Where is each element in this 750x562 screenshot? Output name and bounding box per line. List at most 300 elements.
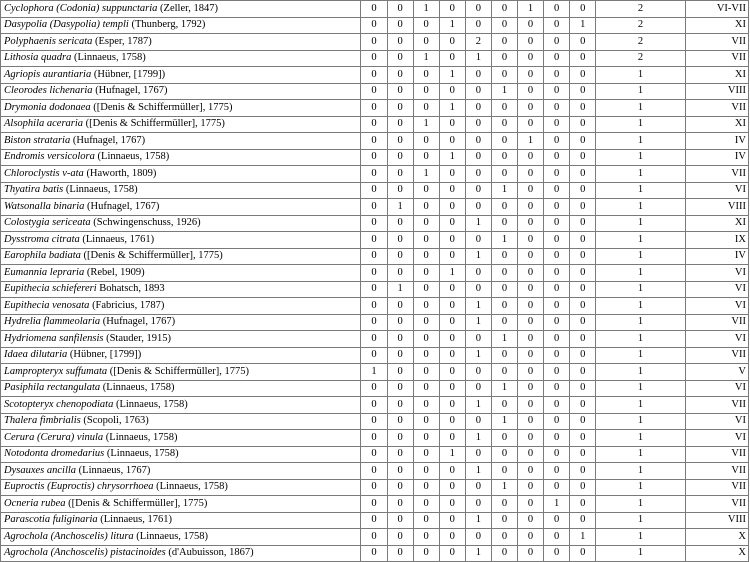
count-cell: 1 <box>544 496 570 513</box>
count-cell: 0 <box>361 545 387 562</box>
species-cell <box>1 1 361 18</box>
month-cell: VIII <box>685 199 748 216</box>
count-cell: 0 <box>361 116 387 133</box>
month-cell: VII <box>685 479 748 496</box>
table-row <box>1 133 749 150</box>
count-cell: 0 <box>387 232 413 249</box>
count-cell: 0 <box>544 1 570 18</box>
table-row <box>1 331 749 348</box>
count-cell: 0 <box>361 529 387 546</box>
species-cell <box>1 281 361 298</box>
species-author: ([Denis & Schiffermüller], 1775) <box>85 118 225 130</box>
total-cell: 1 <box>596 182 685 199</box>
total-cell: 1 <box>596 100 685 117</box>
month-cell: VI <box>685 331 748 348</box>
species-cell <box>1 364 361 381</box>
count-cell: 0 <box>491 545 517 562</box>
count-cell: 0 <box>570 1 596 18</box>
count-cell: 0 <box>413 83 439 100</box>
month-cell: VII <box>685 166 748 183</box>
count-cell: 1 <box>439 67 465 84</box>
count-cell: 0 <box>491 446 517 463</box>
count-cell: 1 <box>465 314 491 331</box>
count-cell: 0 <box>518 199 544 216</box>
count-cell: 0 <box>413 463 439 480</box>
count-cell: 0 <box>439 347 465 364</box>
count-cell: 0 <box>544 133 570 150</box>
species-cell <box>1 17 361 34</box>
count-cell: 0 <box>361 430 387 447</box>
count-cell: 0 <box>518 265 544 282</box>
count-cell: 0 <box>570 116 596 133</box>
month-cell: VII <box>685 463 748 480</box>
count-cell: 0 <box>570 463 596 480</box>
count-cell: 0 <box>465 364 491 381</box>
month-cell: V <box>685 364 748 381</box>
count-cell: 0 <box>413 248 439 265</box>
count-cell: 0 <box>413 364 439 381</box>
count-cell: 0 <box>439 314 465 331</box>
species-genus: Lithosia quadra <box>4 52 72 64</box>
count-cell: 0 <box>491 529 517 546</box>
total-cell: 1 <box>596 545 685 562</box>
total-cell: 1 <box>596 67 685 84</box>
count-cell: 0 <box>491 496 517 513</box>
count-cell: 0 <box>518 347 544 364</box>
count-cell: 0 <box>413 182 439 199</box>
count-cell: 0 <box>570 446 596 463</box>
species-author: Bohatsch, 1893 <box>99 283 165 295</box>
count-cell: 1 <box>465 463 491 480</box>
count-cell: 0 <box>413 479 439 496</box>
count-cell: 0 <box>361 265 387 282</box>
count-cell: 0 <box>361 446 387 463</box>
count-cell: 1 <box>413 116 439 133</box>
species-author: (Linnaeus, 1761) <box>100 514 172 526</box>
species-genus: Earophila badiata <box>4 250 81 262</box>
month-cell: VI <box>685 413 748 430</box>
count-cell: 0 <box>518 232 544 249</box>
table-row <box>1 50 749 67</box>
count-cell: 0 <box>518 479 544 496</box>
count-cell: 0 <box>465 529 491 546</box>
species-genus: Chloroclystis v-ata <box>4 167 84 179</box>
count-cell: 0 <box>465 166 491 183</box>
species-author: (Thunberg, 1792) <box>131 19 206 31</box>
count-cell: 0 <box>387 314 413 331</box>
count-cell: 0 <box>518 50 544 67</box>
total-cell: 2 <box>596 50 685 67</box>
count-cell: 0 <box>439 1 465 18</box>
count-cell: 0 <box>570 331 596 348</box>
count-cell: 0 <box>544 479 570 496</box>
count-cell: 0 <box>544 397 570 414</box>
count-cell: 0 <box>361 512 387 529</box>
month-cell: IV <box>685 149 748 166</box>
table-row <box>1 149 749 166</box>
count-cell: 0 <box>361 100 387 117</box>
species-cell <box>1 298 361 315</box>
species-author: (Linnaeus, 1758) <box>136 530 209 542</box>
species-genus: Cleorodes lichenaria <box>4 85 93 97</box>
count-cell: 0 <box>361 281 387 298</box>
total-cell: 1 <box>596 314 685 331</box>
month-cell: VII <box>685 397 748 414</box>
species-genus: Hydriomena sanfilensis <box>4 332 104 344</box>
table-row <box>1 248 749 265</box>
species-author: (Stauder, 1915) <box>106 332 171 344</box>
count-cell: 0 <box>518 34 544 51</box>
species-genus: Dasypolia (Dasypolia) templi <box>4 19 129 31</box>
count-cell: 0 <box>387 397 413 414</box>
count-cell: 0 <box>439 298 465 315</box>
count-cell: 0 <box>544 463 570 480</box>
species-cell <box>1 446 361 463</box>
count-cell: 1 <box>465 215 491 232</box>
count-cell: 0 <box>439 545 465 562</box>
count-cell: 1 <box>465 512 491 529</box>
count-cell: 0 <box>387 17 413 34</box>
species-genus: Euproctis (Euproctis) chrysorrhoea <box>4 481 154 493</box>
table-row <box>1 215 749 232</box>
count-cell: 0 <box>387 479 413 496</box>
count-cell: 0 <box>413 397 439 414</box>
species-genus: Parascotia fuliginaria <box>4 514 98 526</box>
month-cell: VI <box>685 380 748 397</box>
count-cell: 1 <box>465 397 491 414</box>
total-cell: 1 <box>596 446 685 463</box>
count-cell: 1 <box>570 17 596 34</box>
count-cell: 0 <box>570 100 596 117</box>
count-cell: 0 <box>544 149 570 166</box>
count-cell: 0 <box>491 149 517 166</box>
table-row <box>1 496 749 513</box>
count-cell: 0 <box>465 83 491 100</box>
species-genus: Colostygia sericeata <box>4 217 91 229</box>
month-cell: VII <box>685 347 748 364</box>
count-cell: 0 <box>518 446 544 463</box>
count-cell: 1 <box>387 281 413 298</box>
count-cell: 0 <box>491 67 517 84</box>
species-cell <box>1 182 361 199</box>
total-cell: 1 <box>596 298 685 315</box>
month-cell: VII <box>685 34 748 51</box>
count-cell: 0 <box>361 298 387 315</box>
count-cell: 0 <box>544 166 570 183</box>
month-cell: X <box>685 529 748 546</box>
count-cell: 0 <box>570 265 596 282</box>
table-row <box>1 430 749 447</box>
count-cell: 0 <box>413 314 439 331</box>
count-cell: 0 <box>570 496 596 513</box>
count-cell: 1 <box>439 17 465 34</box>
count-cell: 0 <box>465 380 491 397</box>
count-cell: 0 <box>439 430 465 447</box>
count-cell: 1 <box>465 545 491 562</box>
count-cell: 1 <box>491 331 517 348</box>
count-cell: 0 <box>413 67 439 84</box>
species-cell <box>1 83 361 100</box>
count-cell: 0 <box>387 413 413 430</box>
count-cell: 1 <box>387 199 413 216</box>
species-author: (Linnaeus, 1758) <box>105 431 178 443</box>
count-cell: 0 <box>544 529 570 546</box>
count-cell: 0 <box>491 314 517 331</box>
count-cell: 0 <box>387 50 413 67</box>
count-cell: 0 <box>413 281 439 298</box>
count-cell: 0 <box>491 298 517 315</box>
count-cell: 0 <box>570 364 596 381</box>
count-cell: 1 <box>465 50 491 67</box>
species-genus: Lampropteryx suffumata <box>4 365 108 377</box>
species-author: (Hufnagel, 1767) <box>87 200 160 212</box>
species-author: ([Denis & Schiffermüller], 1775) <box>109 365 249 377</box>
count-cell: 0 <box>570 215 596 232</box>
total-cell: 1 <box>596 364 685 381</box>
count-cell: 1 <box>465 430 491 447</box>
month-cell: VI <box>685 182 748 199</box>
count-cell: 0 <box>439 364 465 381</box>
count-cell: 0 <box>570 512 596 529</box>
count-cell: 0 <box>570 34 596 51</box>
count-cell: 0 <box>465 446 491 463</box>
count-cell: 0 <box>491 199 517 216</box>
count-cell: 0 <box>361 232 387 249</box>
count-cell: 0 <box>465 17 491 34</box>
count-cell: 0 <box>544 67 570 84</box>
species-cell <box>1 265 361 282</box>
species-genus: Dysauxes ancilla <box>4 464 77 476</box>
count-cell: 1 <box>439 100 465 117</box>
month-cell: XI <box>685 67 748 84</box>
total-cell: 1 <box>596 380 685 397</box>
count-cell: 0 <box>570 50 596 67</box>
count-cell: 0 <box>361 248 387 265</box>
total-cell: 1 <box>596 413 685 430</box>
count-cell: 0 <box>413 446 439 463</box>
count-cell: 0 <box>465 149 491 166</box>
month-cell: XI <box>685 116 748 133</box>
month-cell: VI-VII <box>685 1 748 18</box>
count-cell: 1 <box>491 232 517 249</box>
count-cell: 1 <box>491 380 517 397</box>
total-cell: 1 <box>596 430 685 447</box>
count-cell: 0 <box>361 1 387 18</box>
table-row <box>1 166 749 183</box>
count-cell: 0 <box>544 232 570 249</box>
species-author: (Esper, 1787) <box>94 35 152 47</box>
count-cell: 0 <box>570 430 596 447</box>
species-genus: Drymonia dodonaea <box>4 101 91 113</box>
count-cell: 0 <box>387 83 413 100</box>
total-cell: 1 <box>596 83 685 100</box>
species-cell <box>1 248 361 265</box>
count-cell: 0 <box>544 314 570 331</box>
count-cell: 0 <box>544 446 570 463</box>
count-cell: 0 <box>544 364 570 381</box>
species-cell <box>1 133 361 150</box>
species-genus: Endromis versicolora <box>4 151 95 163</box>
species-author: (Linnaeus, 1758) <box>102 382 175 394</box>
month-cell: X <box>685 545 748 562</box>
species-cell <box>1 397 361 414</box>
count-cell: 0 <box>465 133 491 150</box>
count-cell: 0 <box>361 479 387 496</box>
species-genus: Notodonta dromedarius <box>4 448 105 460</box>
count-cell: 0 <box>439 496 465 513</box>
count-cell: 0 <box>439 331 465 348</box>
count-cell: 0 <box>361 149 387 166</box>
count-cell: 0 <box>465 232 491 249</box>
count-cell: 0 <box>439 34 465 51</box>
species-author: (Linnaeus, 1758) <box>97 151 170 163</box>
count-cell: 0 <box>518 331 544 348</box>
species-author: (Scopoli, 1763) <box>83 415 149 427</box>
table-row <box>1 314 749 331</box>
count-cell: 0 <box>413 529 439 546</box>
count-cell: 0 <box>544 331 570 348</box>
count-cell: 0 <box>465 281 491 298</box>
table-row <box>1 380 749 397</box>
table-row <box>1 397 749 414</box>
total-cell: 1 <box>596 116 685 133</box>
count-cell: 1 <box>491 83 517 100</box>
species-author: (Linnaeus, 1758) <box>156 481 228 493</box>
species-cell <box>1 149 361 166</box>
table-row <box>1 17 749 34</box>
count-cell: 0 <box>570 397 596 414</box>
species-author: (Linnaeus, 1758) <box>74 52 146 64</box>
count-cell: 0 <box>413 380 439 397</box>
total-cell: 1 <box>596 347 685 364</box>
count-cell: 0 <box>387 248 413 265</box>
total-cell: 1 <box>596 248 685 265</box>
table-body <box>1 1 749 562</box>
count-cell: 0 <box>439 397 465 414</box>
count-cell: 0 <box>518 496 544 513</box>
table-row <box>1 1 749 18</box>
count-cell: 0 <box>387 166 413 183</box>
count-cell: 0 <box>544 17 570 34</box>
count-cell: 0 <box>361 67 387 84</box>
species-genus: Agriopis aurantiaria <box>4 68 92 80</box>
count-cell: 0 <box>544 413 570 430</box>
count-cell: 0 <box>413 430 439 447</box>
species-genus: Polyphaenis sericata <box>4 35 93 47</box>
count-cell: 0 <box>439 248 465 265</box>
count-cell: 0 <box>387 545 413 562</box>
table-row <box>1 463 749 480</box>
month-cell: XI <box>685 17 748 34</box>
count-cell: 1 <box>491 479 517 496</box>
count-cell: 0 <box>439 215 465 232</box>
table-row <box>1 34 749 51</box>
count-cell: 0 <box>570 413 596 430</box>
count-cell: 0 <box>570 545 596 562</box>
species-cell <box>1 67 361 84</box>
count-cell: 0 <box>387 149 413 166</box>
count-cell: 0 <box>387 496 413 513</box>
month-cell: IX <box>685 232 748 249</box>
count-cell: 0 <box>570 67 596 84</box>
count-cell: 0 <box>361 380 387 397</box>
count-cell: 0 <box>387 380 413 397</box>
count-cell: 0 <box>491 100 517 117</box>
count-cell: 0 <box>465 199 491 216</box>
total-cell: 1 <box>596 215 685 232</box>
count-cell: 0 <box>439 413 465 430</box>
species-cell <box>1 496 361 513</box>
count-cell: 0 <box>544 215 570 232</box>
count-cell: 0 <box>544 182 570 199</box>
count-cell: 0 <box>361 215 387 232</box>
species-cell <box>1 116 361 133</box>
count-cell: 0 <box>518 166 544 183</box>
count-cell: 0 <box>544 281 570 298</box>
count-cell: 0 <box>439 512 465 529</box>
count-cell: 0 <box>491 166 517 183</box>
count-cell: 0 <box>361 50 387 67</box>
count-cell: 0 <box>518 512 544 529</box>
species-cell <box>1 100 361 117</box>
count-cell: 0 <box>439 182 465 199</box>
count-cell: 0 <box>518 430 544 447</box>
count-cell: 0 <box>361 17 387 34</box>
species-author: ([Denis & Schiffermüller], 1775) <box>68 497 208 509</box>
species-cell <box>1 430 361 447</box>
count-cell: 0 <box>413 496 439 513</box>
month-cell: VII <box>685 50 748 67</box>
count-cell: 0 <box>361 133 387 150</box>
species-author: (Haworth, 1809) <box>86 167 157 179</box>
count-cell: 0 <box>361 496 387 513</box>
species-genus: Idaea dilutaria <box>4 349 68 361</box>
count-cell: 0 <box>491 34 517 51</box>
table-row <box>1 529 749 546</box>
species-cell <box>1 166 361 183</box>
species-author: (Hufnagel, 1767) <box>72 134 146 146</box>
count-cell: 1 <box>491 413 517 430</box>
count-cell: 0 <box>387 512 413 529</box>
species-cell <box>1 512 361 529</box>
count-cell: 0 <box>439 529 465 546</box>
count-cell: 0 <box>544 116 570 133</box>
species-genus: Watsonalla binaria <box>4 200 85 212</box>
count-cell: 1 <box>518 133 544 150</box>
count-cell: 0 <box>387 34 413 51</box>
count-cell: 0 <box>361 331 387 348</box>
species-cell <box>1 199 361 216</box>
count-cell: 0 <box>465 67 491 84</box>
count-cell: 0 <box>387 215 413 232</box>
count-cell: 0 <box>465 479 491 496</box>
species-genus: Dysstroma citrata <box>4 233 80 245</box>
total-cell: 1 <box>596 265 685 282</box>
count-cell: 0 <box>465 496 491 513</box>
species-genus: Scotopteryx chenopodiata <box>4 398 114 410</box>
count-cell: 0 <box>491 364 517 381</box>
count-cell: 0 <box>387 446 413 463</box>
count-cell: 0 <box>439 281 465 298</box>
table-row <box>1 446 749 463</box>
count-cell: 0 <box>465 100 491 117</box>
count-cell: 0 <box>570 298 596 315</box>
count-cell: 0 <box>413 512 439 529</box>
count-cell: 0 <box>570 347 596 364</box>
count-cell: 0 <box>439 199 465 216</box>
month-cell: VIII <box>685 512 748 529</box>
species-cell <box>1 34 361 51</box>
